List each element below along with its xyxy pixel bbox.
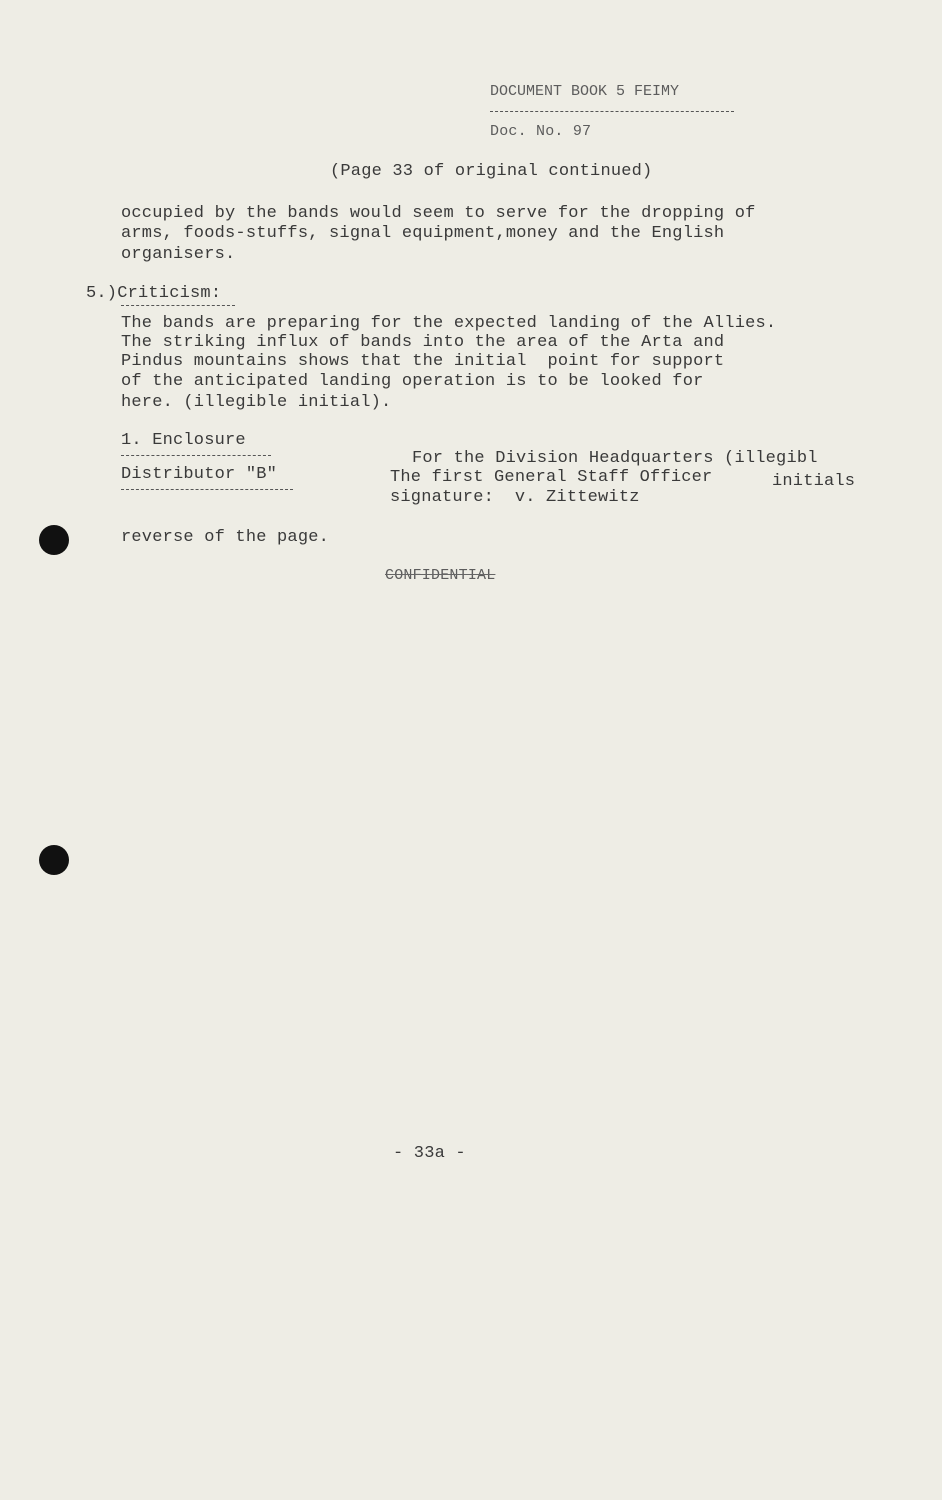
punch-hole-bottom [39, 845, 69, 875]
reverse-note: reverse of the page. [121, 528, 330, 547]
intro-line: arms, foods-stuffs, signal equipment,money and the English [121, 224, 725, 243]
section-line: here. (illegible initial). [121, 393, 392, 412]
enclosure-label: 1. Enclosure [121, 431, 246, 450]
signature-line-2: The first General Staff Officer [390, 468, 713, 487]
intro-line: organisers. [121, 245, 236, 264]
signature-line-1: For the Division Headquarters (illegibl [412, 449, 818, 468]
document-book-header: DOCUMENT BOOK 5 FEIMY [490, 83, 680, 100]
page-number: - 33a - [393, 1144, 466, 1163]
section-line: The striking influx of bands into the area of the Arta and [121, 333, 725, 352]
signature-line-3: signature: v. Zittewitz [390, 488, 640, 507]
doc-number: Doc. No. 97 [490, 123, 592, 140]
section-line: Pindus mountains shows that the initial point for support [121, 352, 725, 371]
section-line: The bands are preparing for the expected landing of the Allies. [121, 314, 777, 333]
section-line: of the anticipated landing operation is to be looked for [121, 372, 704, 391]
section-heading: 5.)Criticism: [86, 284, 222, 303]
punch-hole-top [39, 525, 69, 555]
header-underline [490, 111, 734, 112]
distributor-label: Distributor "B" [121, 465, 278, 484]
section-heading-underline [121, 305, 235, 306]
signature-initials-note: initials [772, 472, 856, 491]
continuation-note: (Page 33 of original continued) [330, 162, 653, 181]
distributor-underline [121, 489, 293, 490]
intro-line: occupied by the bands would seem to serve for the dropping of [121, 204, 756, 223]
classification-stamp: CONFIDENTIAL [385, 567, 496, 584]
enclosure-underline [121, 455, 271, 456]
